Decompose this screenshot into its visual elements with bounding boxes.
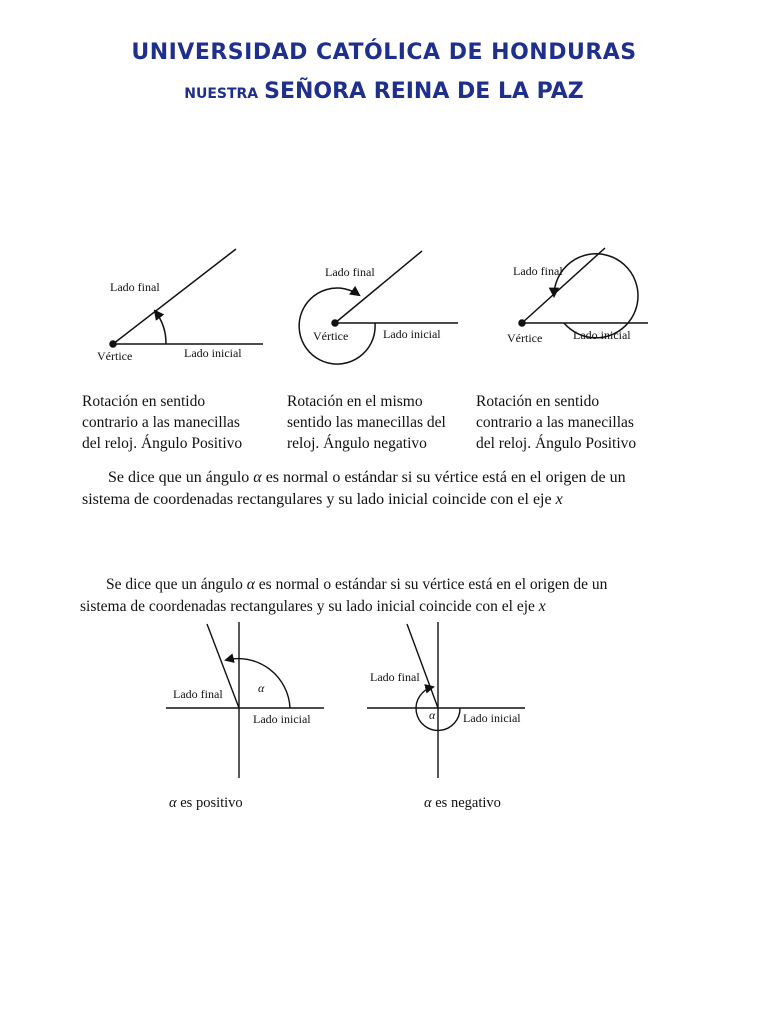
terminal-side <box>522 248 605 323</box>
caption-diagram-2: Rotación en el mismo sentido las manecillas del reloj. Ángulo negativo <box>287 393 446 452</box>
label-lado-final: Lado final <box>110 280 160 294</box>
university-title: UNIVERSIDAD CATÓLICA DE HONDURAS <box>131 40 637 65</box>
label-alpha: α <box>258 681 265 695</box>
label-lado-inicial: Lado inicial <box>184 346 242 360</box>
definition-paragraph-1: Se dice que un ángulo α es normal o estándar si su vértice está en el origen de un sistema de coordenadas rectangulares y su lado inicial coincide con el eje x <box>82 469 626 508</box>
vertex-point <box>332 320 338 326</box>
diagram-positive-rotation <box>110 249 263 347</box>
label-vertice: Vértice <box>313 329 349 343</box>
vertex-point <box>110 341 116 347</box>
terminal-side <box>407 624 438 708</box>
label-lado-final: Lado final <box>173 687 223 701</box>
subtitle-large: SEÑORA REINA DE LA PAZ <box>264 79 584 104</box>
rotation-arc <box>554 254 638 338</box>
diagram-positive-rotation-large <box>519 248 648 338</box>
caption-diagram-3: Rotación en sentido contrario a las manecillas del reloj. Ángulo Positivo <box>476 393 637 452</box>
label-vertice: Vértice <box>97 349 133 363</box>
caption-alpha-negative: α es negativo <box>424 795 501 811</box>
caption-alpha-positive: α es positivo <box>169 795 243 811</box>
label-lado-inicial: Lado inicial <box>253 712 311 726</box>
label-lado-inicial: Lado inicial <box>463 711 521 725</box>
rotation-arc <box>155 311 166 344</box>
label-alpha: α <box>429 708 436 722</box>
vertex-point <box>519 320 525 326</box>
terminal-side <box>113 249 236 344</box>
label-lado-inicial: Lado inicial <box>573 328 631 342</box>
label-lado-final: Lado final <box>513 264 563 278</box>
terminal-side <box>335 251 422 323</box>
label-vertice: Vértice <box>507 331 543 345</box>
label-lado-final: Lado final <box>370 670 420 684</box>
label-lado-final: Lado final <box>325 265 375 279</box>
label-lado-inicial: Lado inicial <box>383 327 441 341</box>
diagram-alpha-negative <box>367 622 525 778</box>
caption-diagram-1: Rotación en sentido contrario a las manecillas del reloj. Ángulo Positivo <box>82 393 243 452</box>
diagram-negative-rotation <box>299 251 458 364</box>
definition-paragraph-2: Se dice que un ángulo α es normal o estándar si su vértice está en el origen de un sistema de coordenadas rectangulares y su lado inicial coincide con el eje x <box>80 576 608 615</box>
subtitle-small: NUESTRA <box>184 86 259 102</box>
